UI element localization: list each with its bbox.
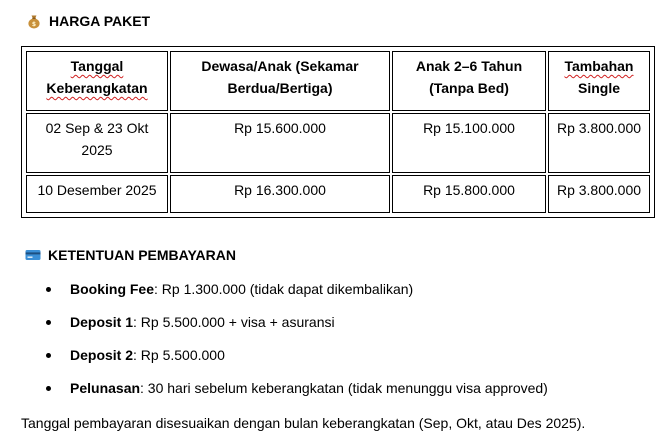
section-heading-price	[26, 13, 150, 29]
credit-card-icon	[25, 247, 41, 263]
cell-date: 10 Desember 2025	[26, 175, 168, 213]
cell-date: 02 Sep & 23 Okt 2025	[26, 113, 168, 173]
money-bag-icon	[26, 13, 42, 29]
header-departure-date: Tanggal Keberangkatan	[26, 51, 168, 111]
footer-note: Tanggal pembayaran disesuaikan dengan bulan keberangkatan (Sep, Okt, atau Des 2025).	[21, 415, 586, 431]
cell-single-price: Rp 3.800.000	[548, 113, 650, 173]
table-row	[26, 113, 650, 173]
list-item: Booking Fee: Rp 1.300.000 (tidak dapat dikembalikan)	[43, 278, 548, 311]
list-item: Deposit 1: Rp 5.500.000 + visa + asuransi	[43, 311, 548, 344]
header-adult-child: Dewasa/Anak (Sekamar Berdua/Bertiga)	[170, 51, 390, 111]
cell-child-price: Rp 15.100.000	[392, 113, 546, 173]
price-table	[21, 46, 655, 218]
section-title: KETENTUAN PEMBAYARAN	[48, 247, 236, 263]
list-item: Deposit 2: Rp 5.500.000	[43, 344, 548, 377]
cell-adult-price: Rp 15.600.000	[170, 113, 390, 173]
list-item: Pelunasan: 30 hari sebelum keberangkatan (tidak menunggu visa approved)	[43, 377, 548, 410]
section-heading-payment	[25, 247, 236, 263]
table-header-row	[26, 51, 650, 111]
cell-single-price: Rp 3.800.000	[548, 175, 650, 213]
section-title: HARGA PAKET	[49, 13, 151, 29]
header-child-no-bed: Anak 2–6 Tahun (Tanpa Bed)	[392, 51, 546, 111]
table-row	[26, 175, 650, 213]
payment-terms-list	[43, 278, 548, 410]
cell-child-price: Rp 15.800.000	[392, 175, 546, 213]
header-single-supplement: Tambahan Single	[548, 51, 650, 111]
svg-text:$: $	[31, 21, 37, 28]
cell-adult-price: Rp 16.300.000	[170, 175, 390, 213]
